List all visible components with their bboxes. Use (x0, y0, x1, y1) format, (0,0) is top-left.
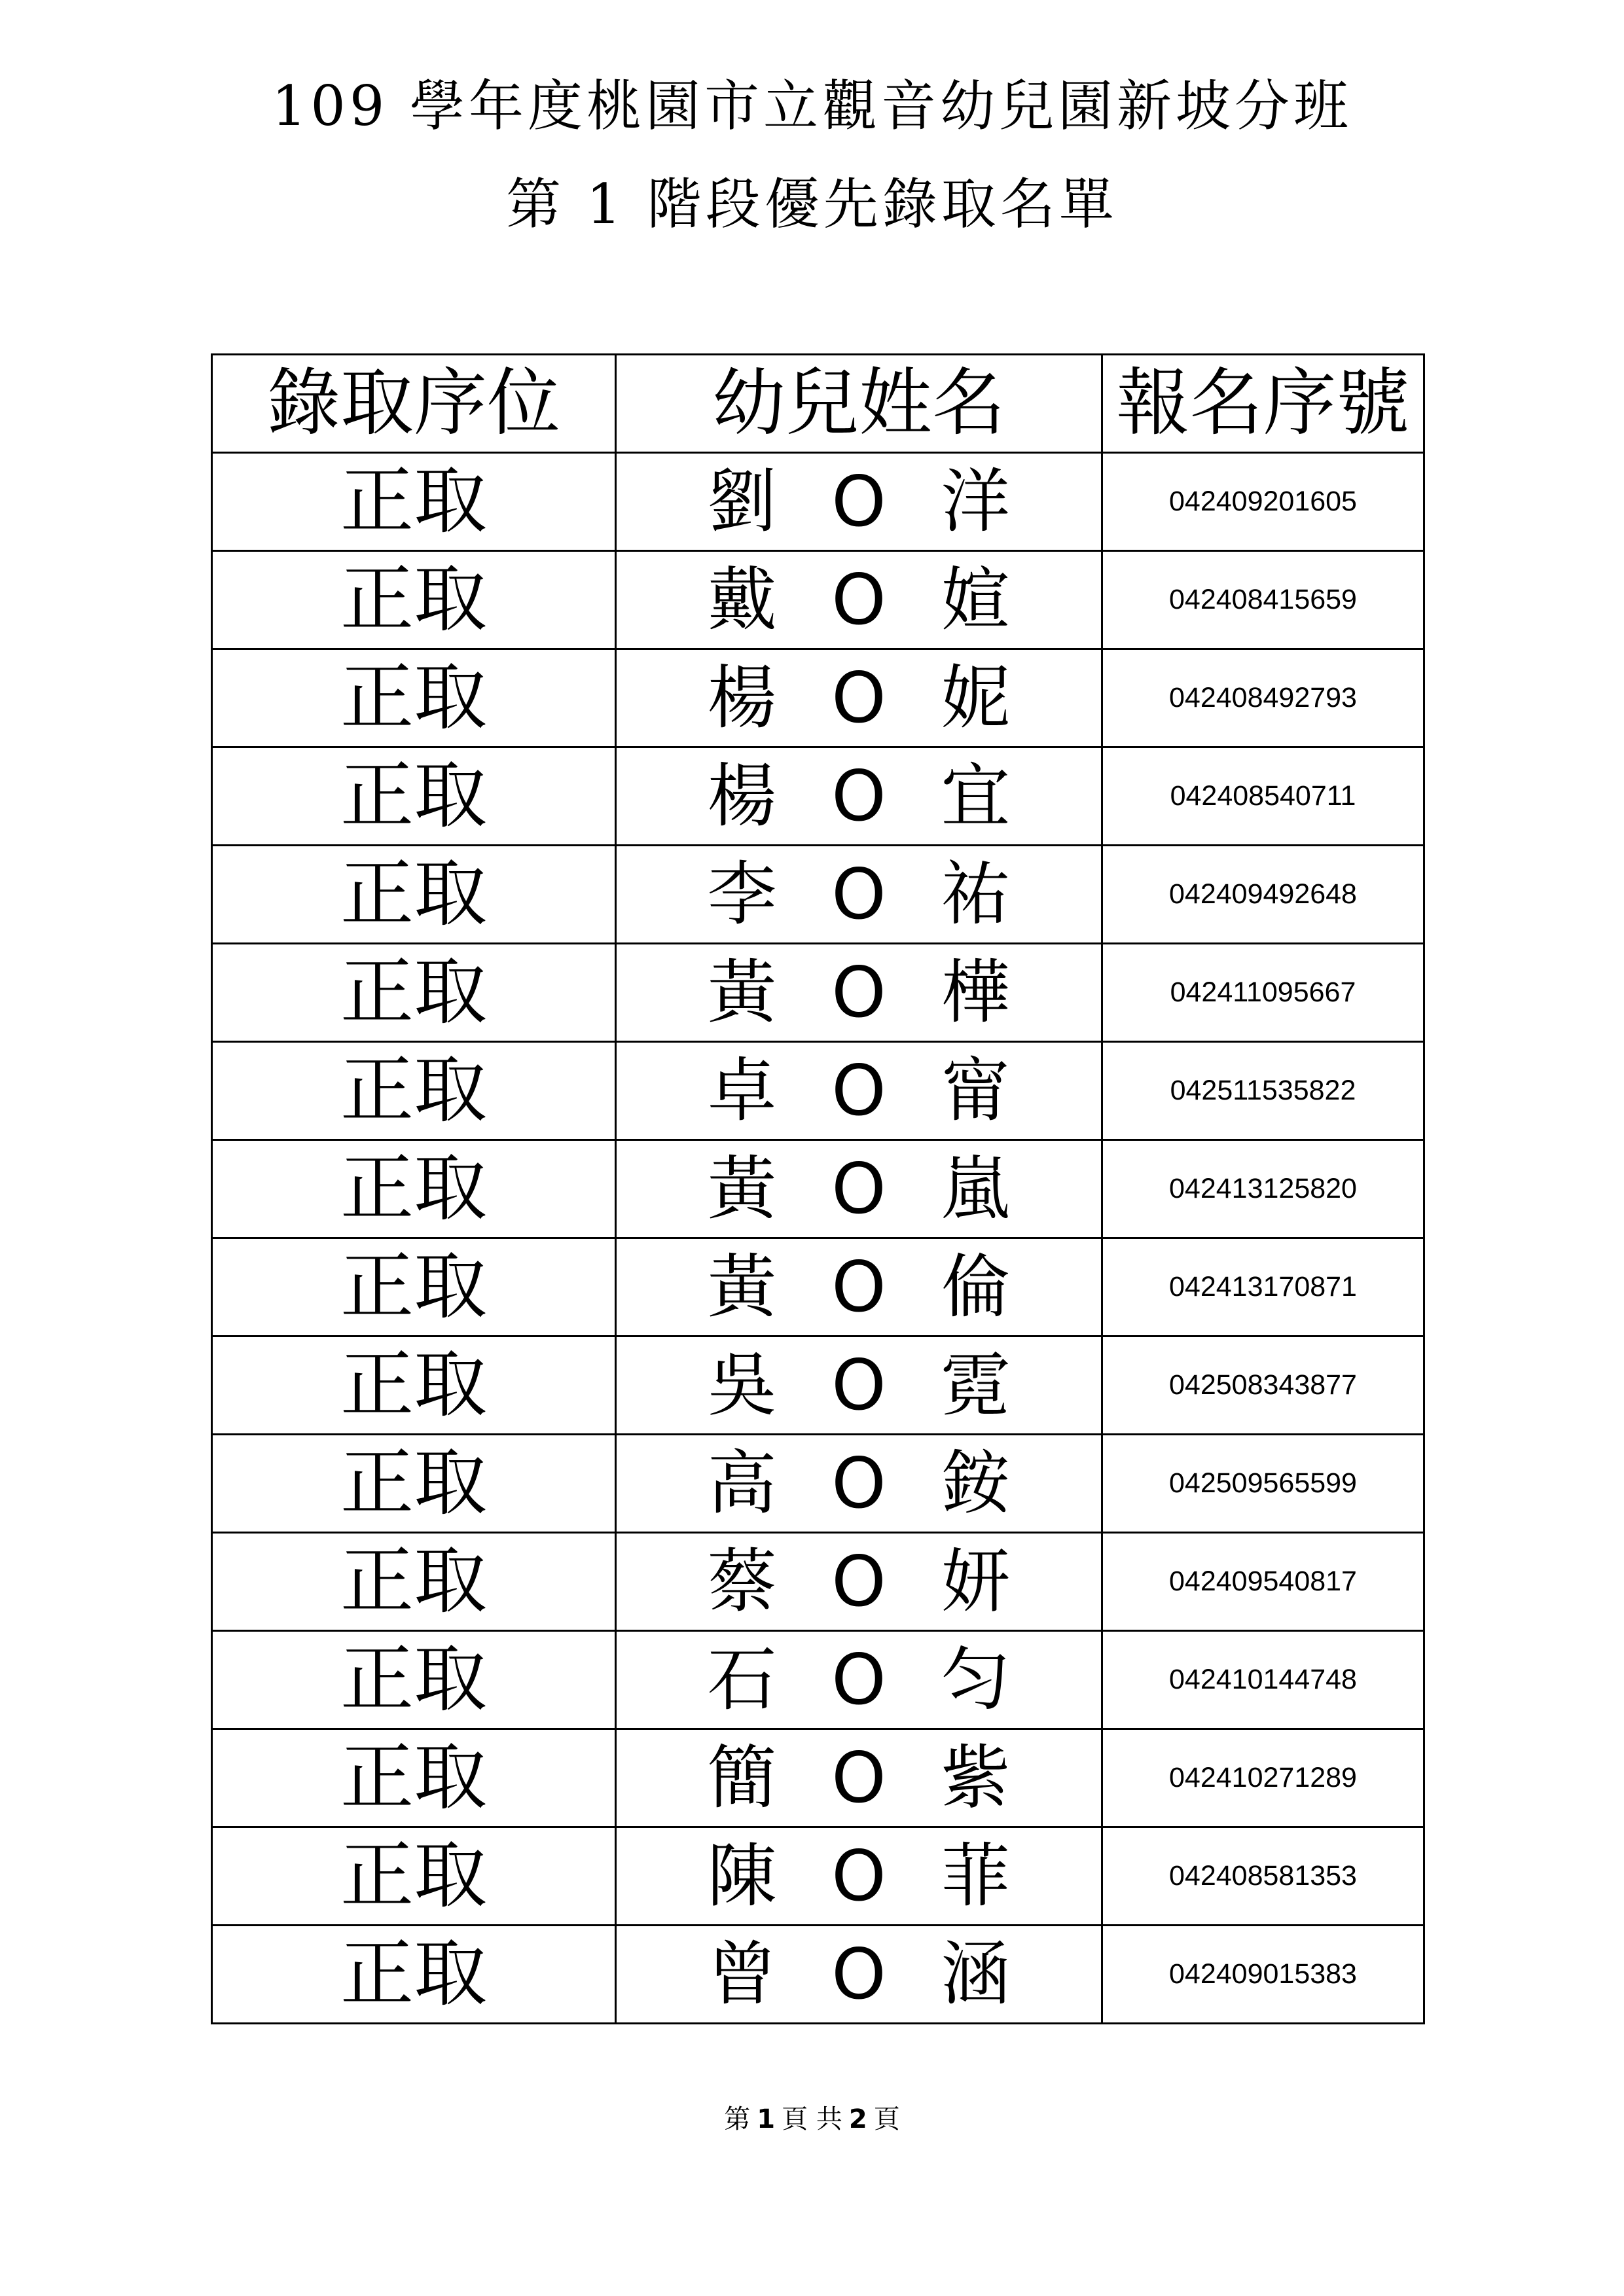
child-name: 李 O 祐 (616, 846, 1102, 944)
admission-status: 正取 (212, 453, 616, 551)
header-registration-number: 報名序號 (1102, 355, 1424, 453)
registration-number: 042409015383 (1102, 1926, 1424, 2024)
child-name: 吳 O 霓 (616, 1336, 1102, 1435)
footer-middle: 頁 共 (782, 2104, 842, 2134)
table-row (212, 1336, 1424, 1435)
registration-number: 042408540711 (1102, 747, 1424, 846)
child-name: 曾 O 涵 (616, 1926, 1102, 2024)
registration-number: 042408581353 (1102, 1827, 1424, 1926)
registration-number: 042511535822 (1102, 1042, 1424, 1140)
registration-number: 042409540817 (1102, 1533, 1424, 1631)
table-row (212, 846, 1424, 944)
child-name: 劉 O 洋 (616, 453, 1102, 551)
registration-number: 042509565599 (1102, 1435, 1424, 1533)
child-name: 戴 O 媗 (616, 551, 1102, 649)
document-title: 109 學年度桃園市立觀音幼兒園新坡分班 (271, 74, 1353, 138)
child-name: 陳 O 菲 (616, 1827, 1102, 1926)
registration-number: 042410144748 (1102, 1631, 1424, 1729)
admission-status: 正取 (212, 1336, 616, 1435)
child-name: 楊 O 宜 (616, 747, 1102, 846)
admission-status: 正取 (212, 1435, 616, 1533)
total-pages-number: 2 (848, 2104, 867, 2134)
child-name: 石 O 匀 (616, 1631, 1102, 1729)
table-row (212, 1631, 1424, 1729)
admission-status: 正取 (212, 1042, 616, 1140)
registration-number: 042413125820 (1102, 1140, 1424, 1238)
admission-status: 正取 (212, 551, 616, 649)
admission-status: 正取 (212, 1926, 616, 2024)
current-page-number: 1 (757, 2104, 776, 2134)
table-row (212, 1435, 1424, 1533)
table-row (212, 1533, 1424, 1631)
document-subtitle: 第 1 階段優先錄取名單 (506, 172, 1118, 236)
table-row (212, 1827, 1424, 1926)
admission-status: 正取 (212, 1533, 616, 1631)
child-name: 黃 O 倫 (616, 1238, 1102, 1336)
table-row (212, 1140, 1424, 1238)
admission-status: 正取 (212, 747, 616, 846)
admission-status: 正取 (212, 1631, 616, 1729)
child-name: 黃 O 樺 (616, 944, 1102, 1042)
table-row (212, 1729, 1424, 1827)
table-row (212, 1238, 1424, 1336)
footer-suffix: 頁 (873, 2104, 900, 2134)
child-name: 黃 O 嵐 (616, 1140, 1102, 1238)
child-name: 簡 O 紫 (616, 1729, 1102, 1827)
child-name: 楊 O 妮 (616, 649, 1102, 747)
header-child-name: 幼兒姓名 (616, 355, 1102, 453)
admission-status: 正取 (212, 649, 616, 747)
footer-prefix: 第 (724, 2104, 751, 2134)
admission-status: 正取 (212, 1238, 616, 1336)
admission-status: 正取 (212, 1827, 616, 1926)
table-row (212, 551, 1424, 649)
table-row (212, 747, 1424, 846)
admission-table (211, 353, 1425, 2024)
child-name: 蔡 O 妍 (616, 1533, 1102, 1631)
table-row (212, 649, 1424, 747)
table-header-row (212, 355, 1424, 453)
page-footer (0, 2101, 1624, 2138)
table-row (212, 453, 1424, 551)
registration-number: 042508343877 (1102, 1336, 1424, 1435)
registration-number: 042408415659 (1102, 551, 1424, 649)
registration-number: 042413170871 (1102, 1238, 1424, 1336)
registration-number: 042409492648 (1102, 846, 1424, 944)
registration-number: 042408492793 (1102, 649, 1424, 747)
admission-status: 正取 (212, 1140, 616, 1238)
table-row (212, 1926, 1424, 2024)
admission-status: 正取 (212, 846, 616, 944)
header-admission-order: 錄取序位 (212, 355, 616, 453)
table-row (212, 1042, 1424, 1140)
table-row (212, 944, 1424, 1042)
child-name: 高 O 銨 (616, 1435, 1102, 1533)
admission-status: 正取 (212, 1729, 616, 1827)
registration-number: 042409201605 (1102, 453, 1424, 551)
admission-status: 正取 (212, 944, 616, 1042)
child-name: 卓 O 甯 (616, 1042, 1102, 1140)
registration-number: 042411095667 (1102, 944, 1424, 1042)
registration-number: 042410271289 (1102, 1729, 1424, 1827)
